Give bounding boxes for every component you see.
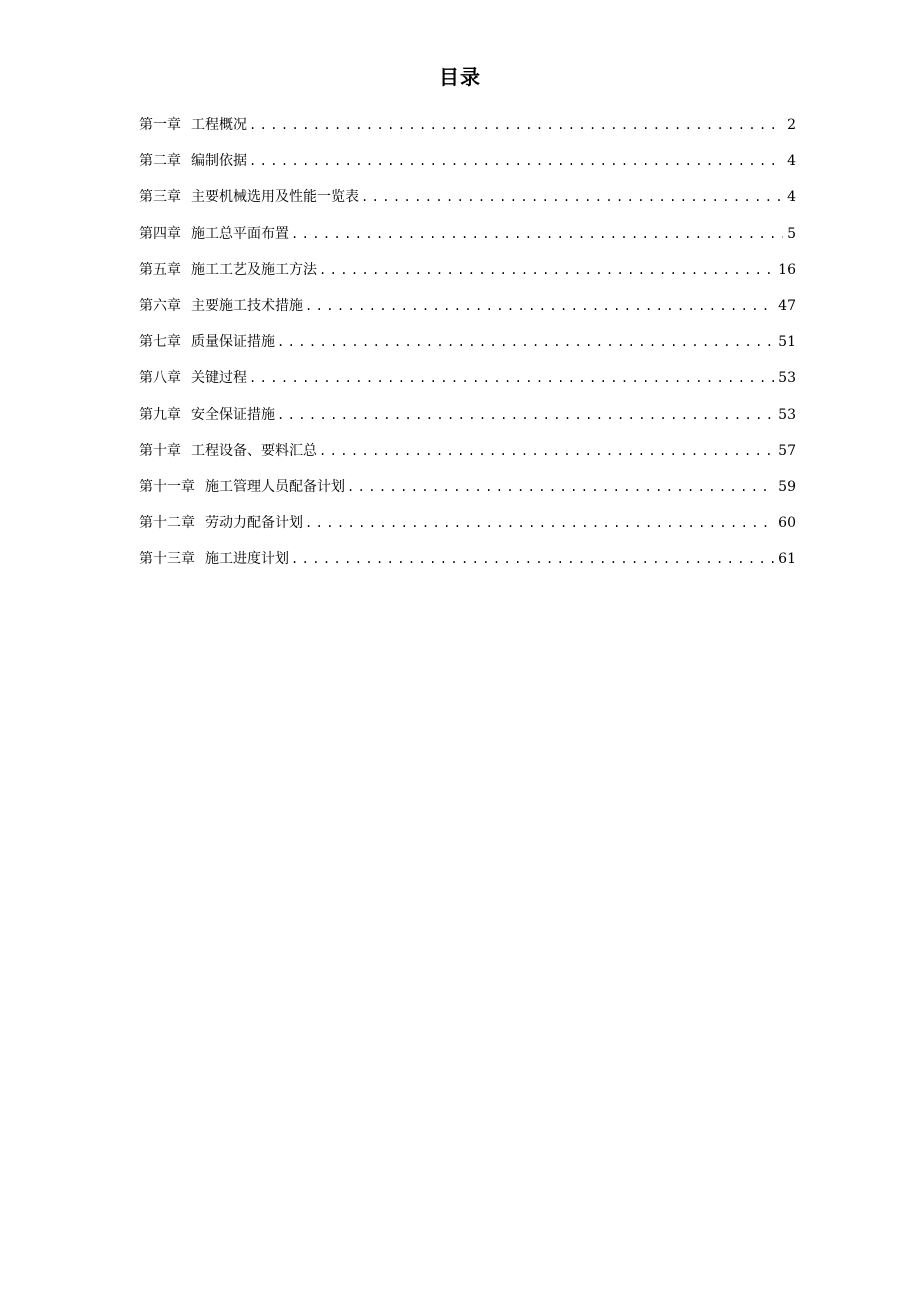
- toc-chapter-number: 第七章: [139, 334, 181, 351]
- toc-chapter-number: 第十三章: [139, 551, 195, 568]
- toc-chapter-number: 第十二章: [139, 515, 195, 532]
- toc-title: 目录: [439, 65, 481, 89]
- toc-chapter-title: 安全保证措施: [191, 406, 275, 423]
- table-of-contents: [139, 113, 796, 583]
- toc-dot-leader: [277, 330, 774, 354]
- toc-chapter-title: 关键过程: [191, 370, 247, 387]
- toc-entry[interactable]: [139, 330, 796, 366]
- toc-dot-leader: [249, 366, 774, 390]
- toc-chapter-number: 第九章: [139, 406, 181, 423]
- toc-dot-leader: [319, 258, 774, 282]
- toc-page-number: 53: [778, 370, 796, 387]
- toc-chapter-number: 第二章: [139, 153, 181, 170]
- toc-chapter-title: 工程概况: [191, 117, 247, 133]
- toc-entry[interactable]: [139, 149, 796, 185]
- toc-chapter-title: 施工工艺及施工方法: [191, 261, 317, 278]
- toc-chapter-number: 第十一章: [139, 478, 195, 495]
- toc-chapter-number: 第四章: [139, 225, 181, 242]
- toc-chapter-title: 劳动力配备计划: [205, 515, 303, 532]
- toc-page-number: 51: [778, 334, 796, 351]
- toc-dot-leader: [291, 547, 774, 571]
- toc-dot-leader: [305, 511, 774, 535]
- toc-dot-leader: [277, 403, 774, 427]
- toc-chapter-title: 质量保证措施: [191, 334, 275, 351]
- toc-page-number: 57: [778, 442, 796, 459]
- toc-dot-leader: [249, 113, 783, 137]
- toc-entry[interactable]: [139, 439, 796, 475]
- toc-dot-leader: [347, 475, 774, 499]
- toc-entry[interactable]: [139, 366, 796, 402]
- toc-entry[interactable]: [139, 185, 796, 221]
- toc-entry[interactable]: [139, 547, 796, 583]
- toc-page-number: 4: [787, 153, 796, 170]
- toc-dot-leader: [249, 149, 783, 173]
- toc-chapter-title: 编制依据: [191, 153, 247, 170]
- toc-chapter-title: 施工进度计划: [205, 551, 289, 568]
- toc-entry[interactable]: [139, 475, 796, 511]
- toc-page-number: 59: [778, 478, 796, 495]
- toc-chapter-number: 第五章: [139, 261, 181, 278]
- toc-entry[interactable]: [139, 511, 796, 547]
- toc-chapter-title: 主要施工技术措施: [191, 297, 303, 314]
- toc-chapter-number: 第三章: [139, 189, 181, 206]
- toc-page-number: 16: [778, 261, 796, 278]
- toc-chapter-title: 施工总平面布置: [191, 225, 289, 242]
- toc-dot-leader: [291, 222, 783, 246]
- toc-page-number: 60: [778, 515, 796, 532]
- toc-entry[interactable]: [139, 294, 796, 330]
- toc-dot-leader: [319, 439, 774, 463]
- toc-page-number: 5: [787, 225, 796, 242]
- toc-chapter-number: 第六章: [139, 297, 181, 314]
- toc-dot-leader: [361, 185, 783, 209]
- toc-dot-leader: [305, 294, 774, 318]
- toc-chapter-number: 第八章: [139, 370, 181, 387]
- toc-page-number: 4: [787, 189, 796, 206]
- toc-chapter-number: 第十章: [139, 442, 181, 459]
- toc-chapter-title: 工程设备、要料汇总: [191, 442, 317, 459]
- toc-page-number: 61: [778, 551, 796, 568]
- toc-entry[interactable]: [139, 403, 796, 439]
- toc-chapter-title: 主要机械选用及性能一览表: [191, 189, 359, 206]
- toc-page-number: 53: [778, 406, 796, 423]
- toc-chapter-number: 第一章: [139, 117, 181, 133]
- toc-page-number: 2: [787, 117, 796, 133]
- toc-entry[interactable]: [139, 113, 796, 149]
- toc-entry[interactable]: [139, 258, 796, 294]
- toc-entry[interactable]: [139, 222, 796, 258]
- toc-page-number: 47: [778, 297, 796, 314]
- toc-chapter-title: 施工管理人员配备计划: [205, 478, 345, 495]
